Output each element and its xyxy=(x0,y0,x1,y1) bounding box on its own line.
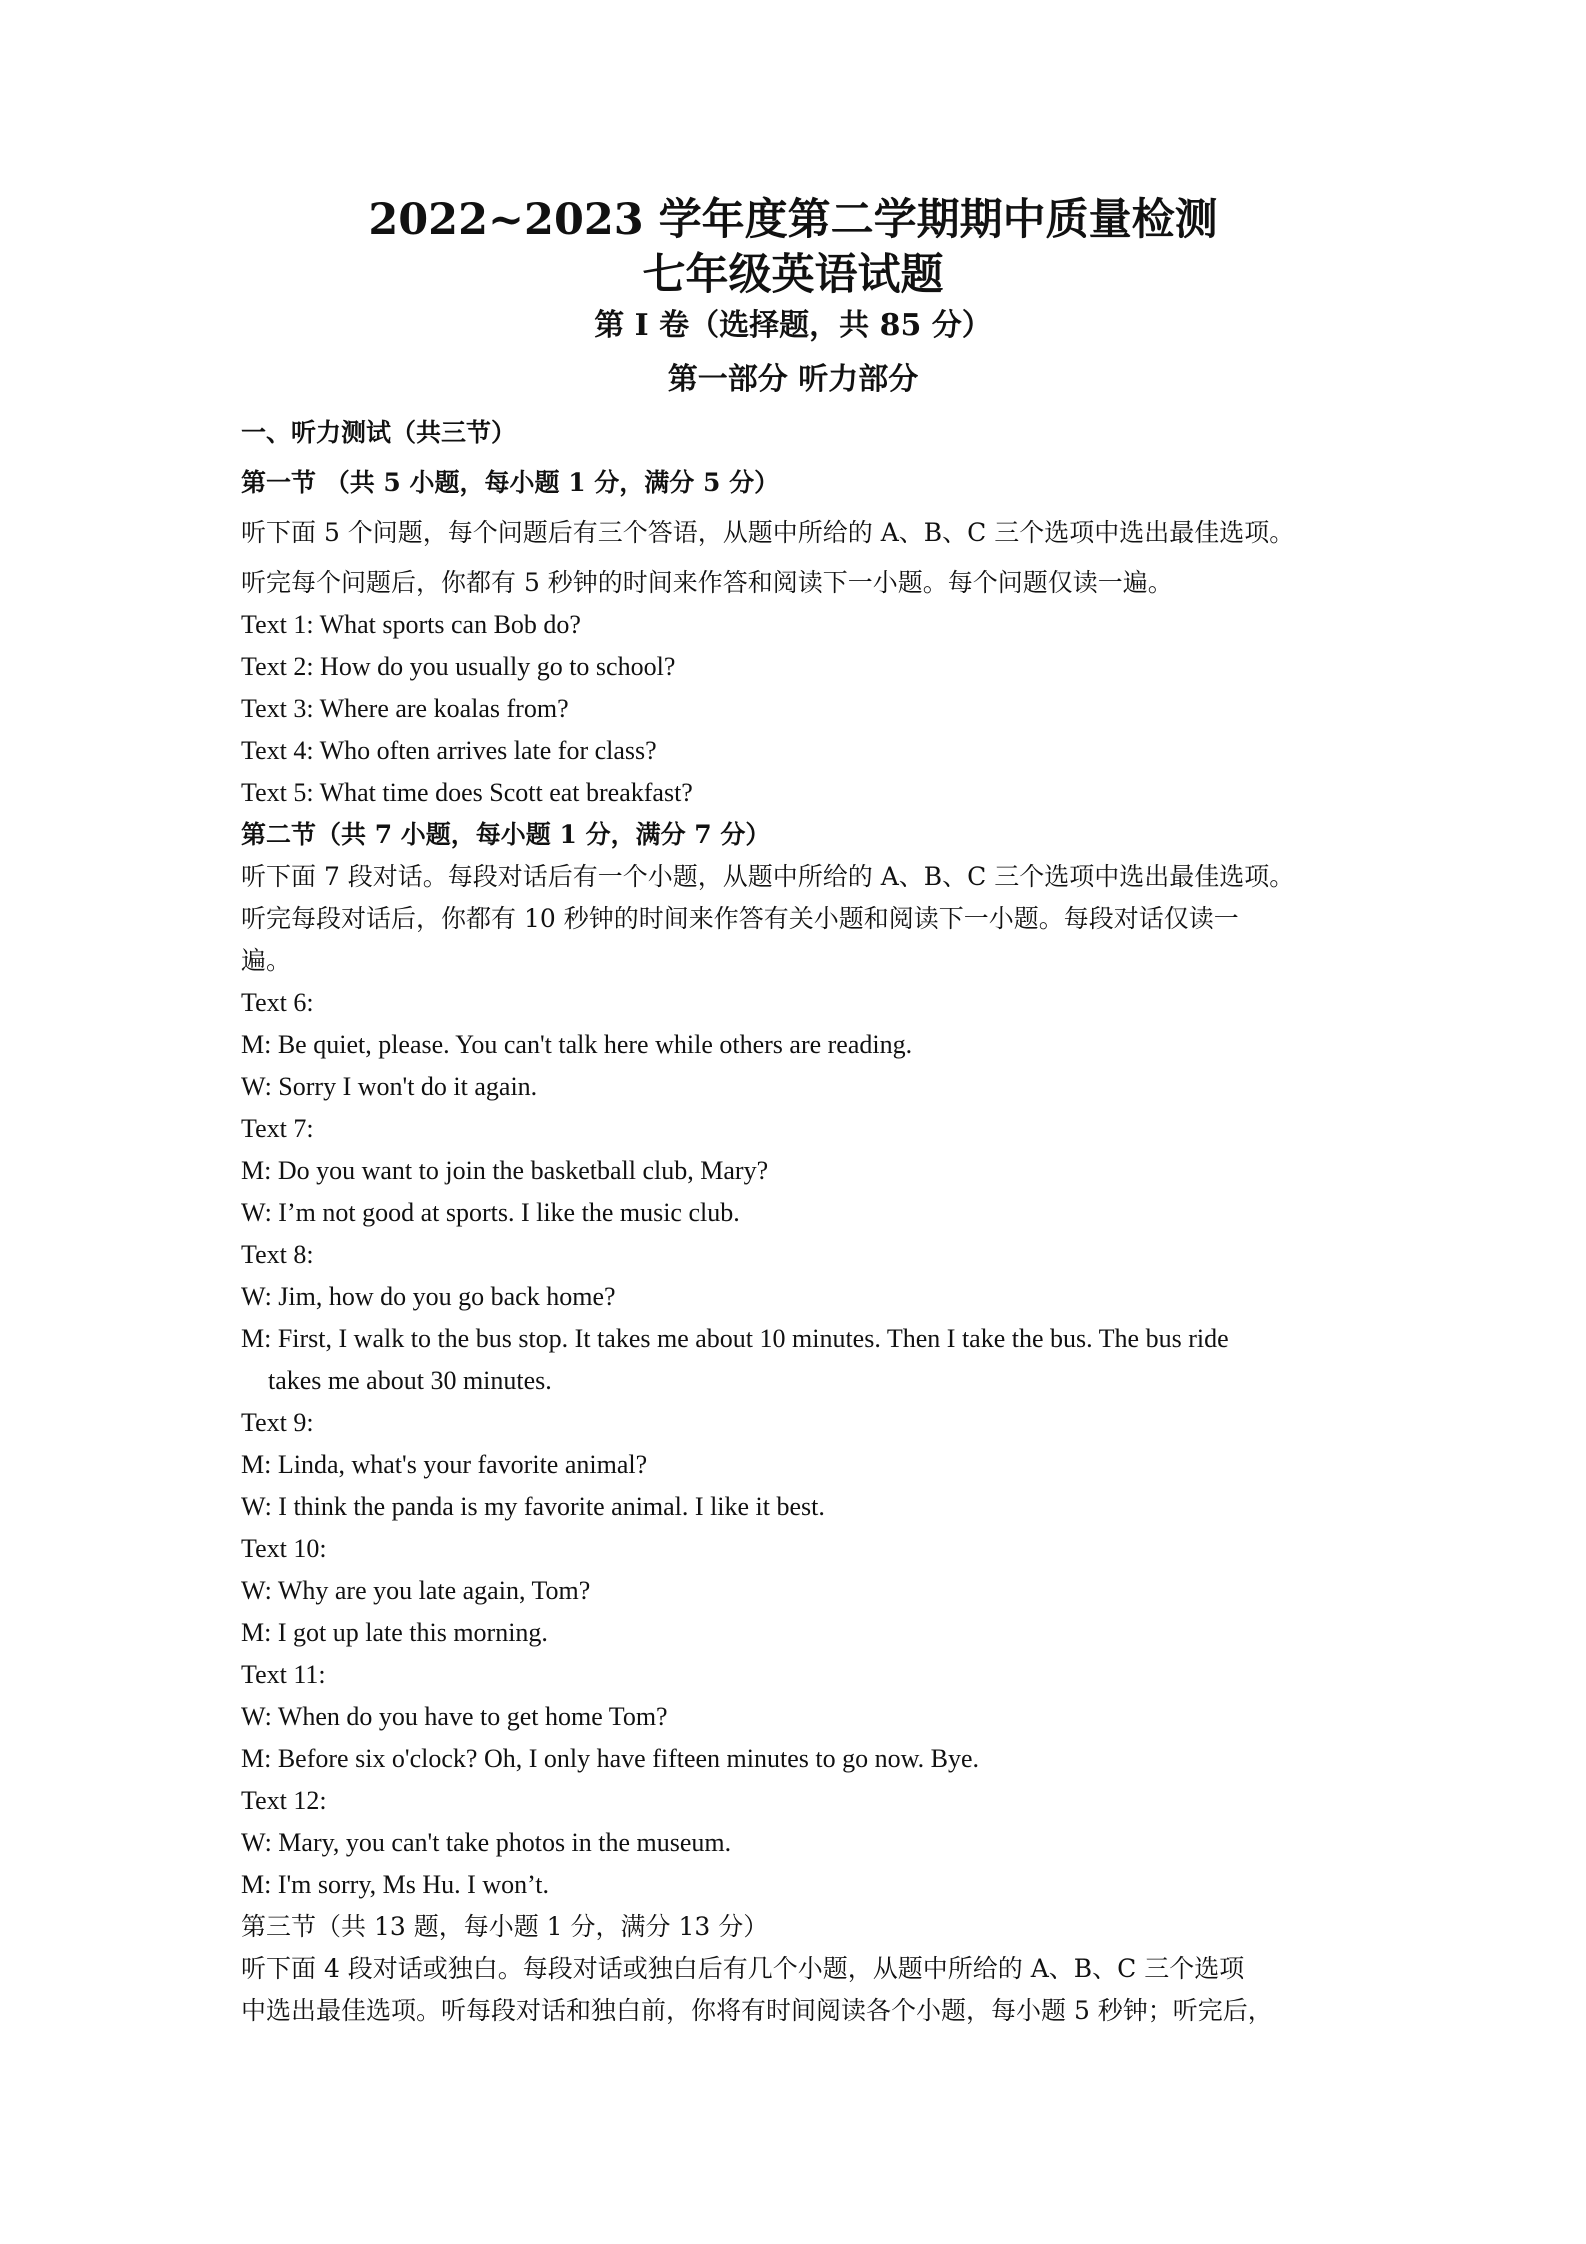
dialogue-line: W: Sorry I won't do it again. xyxy=(241,1072,538,1101)
section1-instruction: 听下面 5 个问题，每个问题后有三个答语，从题中所给的 A、B、C 三个选项中选出最佳选项。 xyxy=(241,518,1295,547)
dialogue-line: M: Before six o'clock? Oh, I only have fifteen minutes to go now. Bye. xyxy=(241,1744,980,1773)
section3-instruction: 听下面 4 段对话或独白。每段对话或独白后有几个小题，从题中所给的 A、B、C 三个选项 xyxy=(241,1954,1245,1983)
dialogue-line: W: When do you have to get home Tom? xyxy=(241,1702,668,1731)
dialogue-line: W: I think the panda is my favorite animal. I like it best. xyxy=(241,1492,825,1521)
dialogue-label: Text 11: xyxy=(241,1660,326,1689)
section3-instruction: 中选出最佳选项。听每段对话和独白前，你将有时间阅读各个小题，每小题 5 秒钟；听完后， xyxy=(241,1996,1273,2025)
dialogue-label: Text 6: xyxy=(241,988,314,1017)
question-item: Text 2: How do you usually go to school? xyxy=(241,652,676,681)
dialogue-line: M: Linda, what's your favorite animal? xyxy=(241,1450,648,1479)
dialogue-line: W: Mary, you can't take photos in the museum. xyxy=(241,1828,732,1857)
section3-heading: 第三节（共 13 题，每小题 1 分，满分 13 分） xyxy=(241,1912,769,1941)
part-heading: 第一部分 听力部分 xyxy=(667,362,919,397)
question-item: Text 5: What time does Scott eat breakfast? xyxy=(241,778,693,807)
dialogue-line: W: Why are you late again, Tom? xyxy=(241,1576,591,1605)
exam-body xyxy=(241,412,1361,2032)
section1-instruction: 听完每个问题后，你都有 5 秒钟的时间来作答和阅读下一小题。每个问题仅读一遍。 xyxy=(241,568,1173,597)
dialogue-label: Text 8: xyxy=(241,1240,314,1269)
question-item: Text 3: Where are koalas from? xyxy=(241,694,569,723)
dialogue-line: W: Jim, how do you go back home? xyxy=(241,1282,616,1311)
dialogue-label: Text 9: xyxy=(241,1408,314,1437)
section2-instruction: 遍。 xyxy=(241,946,292,975)
dialogue-line: M: Do you want to join the basketball club, Mary? xyxy=(241,1156,769,1185)
dialogue-line: M: First, I walk to the bus stop. It takes me about 10 minutes. Then I take the bus. The bus ride xyxy=(241,1324,1229,1353)
exam-title: 2022~2023 学年度第二学期期中质量检测 xyxy=(368,195,1218,245)
exam-subtitle: 七年级英语试题 xyxy=(642,250,944,300)
dialogue-label: Text 10: xyxy=(241,1534,327,1563)
dialogue-line: W: I’m not good at sports. I like the music club. xyxy=(241,1198,740,1227)
section1-heading: 第一节 （共 5 小题，每小题 1 分，满分 5 分） xyxy=(241,468,780,497)
volume-heading: 第 I 卷（选择题，共 85 分） xyxy=(594,308,992,343)
dialogue-line: M: I'm sorry, Ms Hu. I won’t. xyxy=(241,1870,550,1899)
section-heading: 一、听力测试（共三节） xyxy=(241,418,517,447)
section2-instruction: 听完每段对话后，你都有 10 秒钟的时间来作答有关小题和阅读下一小题。每段对话仅读一 xyxy=(241,904,1239,933)
question-item: Text 1: What sports can Bob do? xyxy=(241,610,581,639)
dialogue-label: Text 12: xyxy=(241,1786,327,1815)
dialogue-line-continued: takes me about 30 minutes. xyxy=(268,1366,552,1395)
section2-heading: 第二节（共 7 小题，每小题 1 分，满分 7 分） xyxy=(241,820,771,849)
dialogue-line: M: Be quiet, please. You can't talk here while others are reading. xyxy=(241,1030,913,1059)
question-item: Text 4: Who often arrives late for class? xyxy=(241,736,657,765)
section2-instruction: 听下面 7 段对话。每段对话后有一个小题，从题中所给的 A、B、C 三个选项中选出最佳选项。 xyxy=(241,862,1295,891)
dialogue-label: Text 7: xyxy=(241,1114,314,1143)
dialogue-line: M: I got up late this morning. xyxy=(241,1618,548,1647)
